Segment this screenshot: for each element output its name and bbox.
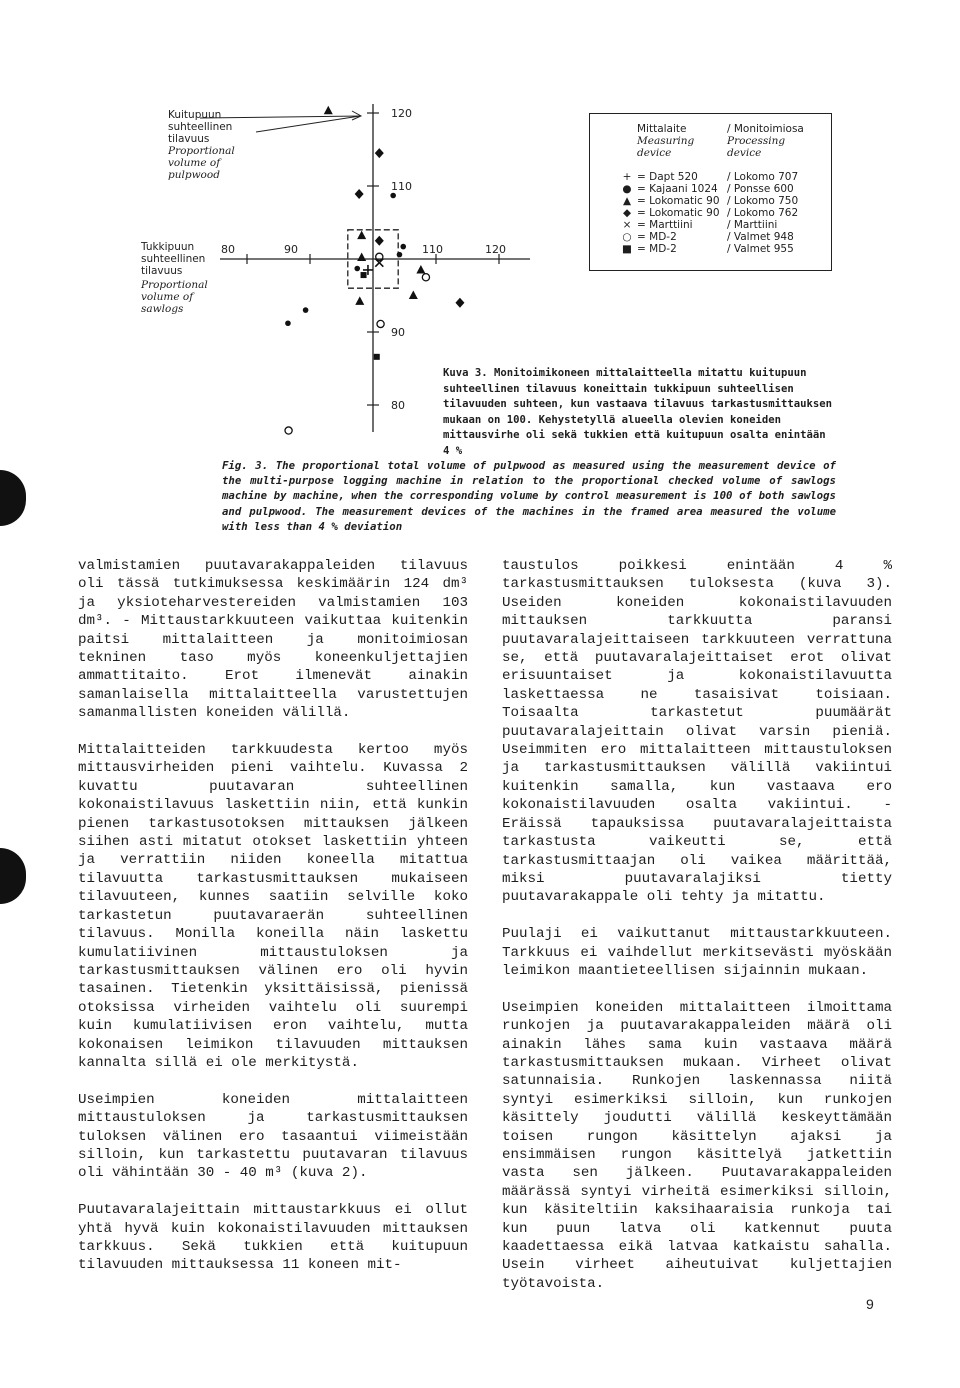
legend-machine: / Lokomo 750 xyxy=(727,195,799,207)
y-axis-label-line: tilavuus xyxy=(168,133,210,145)
x-axis-label xyxy=(140,241,208,315)
body-column-left xyxy=(78,557,468,1293)
legend-machine: / Valmet 948 xyxy=(727,231,794,243)
diamond-point xyxy=(355,189,364,199)
figure-caption-english: Fig. 3. The proportional total volume of pulpwood as measured using the measurement device of the multi-purpose logging machine in relation to the proportional checked volume of sawlogs machine by machine, when the corresponding volume by control measurement is 100 of both sawlogs and pulpwood. The measurement devices of the machines in the framed area measured the volume with less than 4 % deviation xyxy=(222,459,836,533)
x-axis-label-line: tilavuus xyxy=(141,265,183,277)
punch-hole-top xyxy=(0,470,26,526)
paragraph: Puulaji ei vaikuttanut mittaustarkkuuteen. Tarkkuus ei vaihdellut merkitsevästi myöskään leimikon maantieteellisen sijainnin mukaan. xyxy=(502,926,892,979)
dot-point xyxy=(397,252,403,258)
legend-item xyxy=(622,183,825,195)
y-tick-label: 80 xyxy=(391,399,405,412)
circle-symbol-icon: ○ xyxy=(622,231,632,243)
paragraph: valmistamien puutavarakappaleiden tilavuus oli tässä tutkimuksessa keskimäärin 124 dm³ ja yksioteharvestereiden valmistamien 103 dm³. - Mittaustarkkuuteen vaikuttaa kuitenkin paitsi mittalaitteen ja monitoimiosan tekninen taso myös koneenkuljettajien ammattitaito. Erot ilmenevät ainakin samanlaisella mittalaitteella varustettujen samanmallisten koneiden välillä. xyxy=(78,558,468,722)
plus-symbol-icon: + xyxy=(622,171,632,183)
y-tick-label: 120 xyxy=(391,107,412,120)
x-tick-label: 80 xyxy=(221,243,235,256)
triangle-point xyxy=(355,296,364,305)
legend-box xyxy=(589,113,832,271)
legend-device: = Dapt 520 xyxy=(637,171,698,183)
diamond-symbol-icon: ◆ xyxy=(622,207,632,219)
dot-point xyxy=(390,193,396,199)
legend-machine: / Valmet 955 xyxy=(727,243,794,255)
legend-header-en-b: Processing xyxy=(727,135,786,147)
legend-item xyxy=(622,207,825,219)
x-tick-label: 90 xyxy=(284,243,298,256)
x-axis-label-line: Tukkipuun xyxy=(141,241,195,253)
legend-header-a: Mittalaite xyxy=(637,123,687,135)
y-tick-label: 110 xyxy=(391,180,412,193)
legend-items xyxy=(622,171,825,255)
paragraph: Useimpien koneiden mittalaitteen mittaustuloksen ja tarkastusmittauksen tuloksen välinen ero tasaantui viimeistään silloin, kun tarkastettu puutavaran tilavuus oli vähintään 30 - 40 m³ (kuva 2). xyxy=(78,1091,468,1182)
legend xyxy=(622,123,825,255)
y-tick-label: 90 xyxy=(391,326,405,339)
dot-symbol-icon: ● xyxy=(622,183,632,195)
x-axis-label-line: suhteellinen xyxy=(141,253,206,265)
legend-item xyxy=(622,231,825,243)
legend-device: = Lokomatic 90 xyxy=(637,207,720,219)
x-axis-label-en: volume of xyxy=(141,291,194,303)
triangle-point xyxy=(357,231,366,240)
dot-point xyxy=(285,320,291,326)
square-point xyxy=(374,354,380,360)
paragraph: Mittalaitteiden tarkkuudesta kertoo myös mittausvirheiden pieni vaihtelu. Kuvassa 2 kuvattu puutavaran suhteellinen kokonaistilavuus laskettiin niin, että kunkin pienen tarkastusotoksen mittauksen jälkeen siihen asti mitatut otokset laskettiin yhteen ja verrattiin niiden koneella mitattua tilavuutta tarkastusmittauksen mukaiseen tilavuuteen, kunnes saatiin selville koko tarkastetun puutavaraerän suhteellinen tilavuus. Monilla koneilla näin laskettu kumulatiivinen mittaustuloksen ja tarkastusmittauksen välinen ero oli hyvin tasainen. Tietenkin yksittäisissä, pienissä otoksissa virheiden vaihtelu oli suurempi kuin kumulatiivisen eron vaihtelu, mutta kokonaisen leimikon tilavuuden mittauksen kannalta sillä ei ole merkitystä. xyxy=(78,742,468,1071)
y-axis-label-line: suhteellinen xyxy=(168,121,233,133)
legend-header-b: / Monitoimiosa xyxy=(727,123,804,135)
legend-header-en2 xyxy=(637,147,825,159)
chart-marks xyxy=(285,106,464,434)
dot-point xyxy=(354,266,360,272)
diamond-point xyxy=(375,236,384,246)
square-symbol-icon: ■ xyxy=(622,243,632,255)
legend-header xyxy=(637,123,825,135)
x-axis-label-en: Proportional xyxy=(141,279,208,291)
x-tick-label: 110 xyxy=(422,243,443,256)
y-axis-label-en: volume of xyxy=(168,157,221,169)
legend-header-en2-a: device xyxy=(637,147,672,159)
legend-device: = Marttiini xyxy=(637,219,693,231)
square-point xyxy=(361,272,367,278)
legend-item xyxy=(622,243,825,255)
circle-point xyxy=(377,320,384,327)
triangle-point xyxy=(357,253,366,262)
cross-symbol-icon: × xyxy=(622,219,632,231)
dot-point xyxy=(400,244,406,250)
y-axis-label xyxy=(167,109,235,181)
legend-machine: / Ponsse 600 xyxy=(727,183,794,195)
paragraph: Useimpien koneiden mittalaitteen ilmoittama runkojen ja puutavarakappaleiden määrä oli ainakin lähes sama kuin vastaava määrä tarkastusmittauksen mukaan. Virheet olivat satunnaisia. Runkojen laskennassa niitä syntyi esimerkiksi silloin, kun runkojen käsittely joudutti välillä keskeyttämään toisen rungon käsittelyn ajaksi ja ensimmäisen rungon käsittelyä jatkettiin vasta sen jälkeen. Puutavarakappaleiden määrässä syntyi virheitä esimerkiksi silloin, kun käsiteltiin kaksihaaraisia runkoja tai kun puun latva oli katkennut puuta kaadettaessa eikä latvaa katkaistu sahalla. Usein virheet aiheutuivat kuljettajien työtavoista. xyxy=(502,999,892,1292)
triangle-point xyxy=(324,106,333,115)
triangle-point xyxy=(416,265,425,274)
figure-caption-finnish: Kuva 3. Monitoimikoneen mittalaitteella mitattu kuitupuun suhteellinen tilavuus koneittain tukkipuun suhteellisen tilavuuden suhteen, kun vastaava tilavuus tarkastusmittauksen mukaan on 100. Kehystetyllä alueella olevien koneiden mittausvirhe oli sekä tukkien että kuitupuun osalta enintään 4 % xyxy=(443,367,833,457)
x-tick-label: 120 xyxy=(485,243,506,256)
legend-device: = Kajaani 1024 xyxy=(637,183,718,195)
triangle-symbol-icon: ▲ xyxy=(622,195,632,207)
paragraph: Puutavaralajeittain mittaustarkkuus ei ollut yhtä hyvä kuin kokonaistilavuuden mittauksen tarkkuus. Sekä tukkien että kuitupuun tilavuuden mittauksessa 11 koneen mit- xyxy=(78,1202,468,1274)
paragraph: taustulos poikkesi enintään 4 % tarkastusmittauksen tuloksesta (kuva 3). Useiden koneiden kokonaistilavuuden mittauksen tarkkuutta paransi puutavaralajeittaiseen tarkkuuteen verrattuna se, että puutavaralajeittaiset erot olivat erisuuntaiset ja kokonaistilavuutta laskettaessa ne tasaisivat toisiaan. Toisaalta tarkastetut puumäärät puutavaralajeittain olivat varsin pieniä. Useimmiten ero mittalaitteen mittaustuloksen ja tarkastusmittauksen välillä vakiintui kuitenkin samalla, kun vastaava ero kokonaistilavuuden osalta vakiintui. - Eräissä tapauksissa puutavaralajeittaista tarkastusta vaikeutti se, että tarkastusmittaajan oli vaikea määrittää, miksi puutavaralajiksi tietty puutavarakappale oli tehty ja mitattu. xyxy=(502,558,892,906)
legend-item xyxy=(622,219,825,231)
legend-device: = Lokomatic 90 xyxy=(637,195,720,207)
y-axis-label-en: Proportional xyxy=(168,145,235,157)
legend-device: = MD-2 xyxy=(637,243,677,255)
diamond-point xyxy=(455,298,464,308)
legend-device: = MD-2 xyxy=(637,231,677,243)
legend-item xyxy=(622,195,825,207)
x-axis-label-en: sawlogs xyxy=(141,303,184,315)
page-number: 9 xyxy=(866,1296,874,1312)
legend-header-en-a: Measuring xyxy=(637,135,695,147)
legend-machine: / Lokomo 762 xyxy=(727,207,799,219)
punch-hole-bottom xyxy=(0,848,26,904)
legend-header-en xyxy=(637,135,825,147)
triangle-point xyxy=(409,291,418,300)
circle-point xyxy=(422,274,429,281)
y-axis-label-line: Kuitupuun xyxy=(168,109,222,121)
y-axis-label-en: pulpwood xyxy=(168,169,220,181)
circle-point xyxy=(285,427,292,434)
body-column-right xyxy=(502,557,892,1312)
legend-machine: / Lokomo 707 xyxy=(727,171,799,183)
legend-item xyxy=(622,171,825,183)
diamond-point xyxy=(375,148,384,158)
dot-point xyxy=(303,307,309,313)
legend-machine: / Marttiini xyxy=(727,219,778,231)
legend-header-en2-b: device xyxy=(727,147,762,159)
